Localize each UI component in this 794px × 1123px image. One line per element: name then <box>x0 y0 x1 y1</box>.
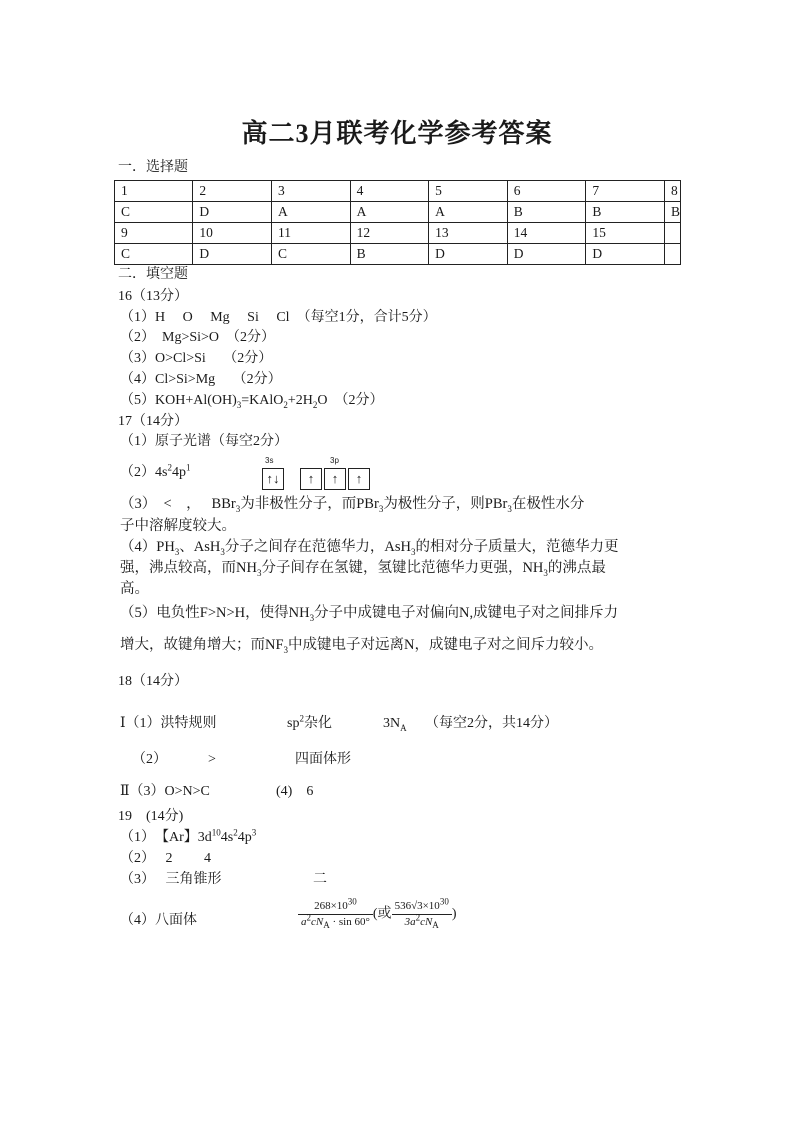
answer-table-cell: C <box>115 202 193 223</box>
q16-answer-1: （1）H O Mg Si Cl （每空1分，合计5分） <box>120 310 437 325</box>
q19-answer-3-shape: （3） 三角锥形 <box>120 872 222 887</box>
q17-answer-5-cont: 增大，故键角增大；而$NF_3$中成键电子对远离N，成键电子对之间斥力较小。 <box>120 637 604 655</box>
answer-table-cell: A <box>429 202 508 223</box>
answer-table-cell: D <box>193 202 272 223</box>
answer-table-cell: 1 <box>115 181 193 202</box>
q17-heading: 17（14分） <box>118 414 188 429</box>
answer-table <box>114 180 681 265</box>
answer-table-cell: D <box>429 244 508 265</box>
q18-answer-2-compare: > <box>208 752 216 767</box>
q17-answer-1: （1）原子光谱（每空2分） <box>120 434 288 449</box>
answer-table-cell: C <box>115 244 193 265</box>
answer-table-cell: 8 <box>664 181 680 202</box>
q17-answer-2: $(2)4s^24p^1$ <box>120 462 191 480</box>
section-heading-fill: 二．填空题 <box>118 267 188 282</box>
answer-table-row <box>115 244 681 265</box>
answer-table-cell: 14 <box>507 223 586 244</box>
q18-answer-4: (4) 6 <box>276 784 314 799</box>
q18-scoring-note: （每空2分，共14分） <box>425 716 558 731</box>
answer-table-cell: 13 <box>429 223 508 244</box>
answer-table-cell: B <box>350 244 429 265</box>
answer-table-row <box>115 202 681 223</box>
answer-table-cell: 4 <box>350 181 429 202</box>
q18-answer-1-hybrid: $sp^2$杂化 <box>287 713 332 731</box>
answer-table-row <box>115 181 681 202</box>
answer-table-cell: 11 <box>272 223 351 244</box>
q17-answer-5: （5）电负性F>N>H，使得$NH_3$分子中成键电子对偏向N,成键电子对之间排斥力 <box>120 605 619 623</box>
q19-heading: 19 (14分) <box>118 809 184 824</box>
q18-answer-1-label: Ⅰ（1）洪特规则 <box>120 716 217 731</box>
answer-table-cell: D <box>507 244 586 265</box>
orbital-box-3s: ↑↓ <box>262 468 284 490</box>
answer-table-row <box>115 223 681 244</box>
q17-answer-4-cont: 强，沸点较高，而$NH_3$分子间存在氢键，氢键比范德华力更强，$NH_3$的沸点最 <box>120 560 606 578</box>
answer-table-cell: 9 <box>115 223 193 244</box>
answer-table-cell: 5 <box>429 181 508 202</box>
q16-answer-2: （2） Mg>Si>O （2分） <box>120 330 276 345</box>
answer-table-cell: B <box>507 202 586 223</box>
answer-table-cell: A <box>350 202 429 223</box>
q18-answer-2-shape: 四面体形 <box>295 752 351 767</box>
formula-fraction-2: $\frac{536√3\times 10^{30}}{3a^2cN_A}$ <box>392 900 452 929</box>
orbital-label-3s: 3s <box>265 456 274 465</box>
q18-answer-2-label: （2） <box>132 752 167 767</box>
answer-table-cell <box>664 244 680 265</box>
q19-answer-2: （2） 2 4 <box>120 851 211 866</box>
orbital-box-3p-2: ↑ <box>324 468 346 490</box>
q16-heading: 16（13分） <box>118 289 188 304</box>
q17-answer-3: （3） < ， BBr$_3$为非极性分子，而PBr$_3$为极性分子，则PBr$_3$在极性水分 <box>120 496 585 514</box>
q17-answer-4-end: 高。 <box>120 581 149 597</box>
answer-table-cell: 7 <box>586 181 665 202</box>
density-formula: $\frac{268\times 10^{30}}{a^2cN_A \cdot \sin 60^\circ}$ (或 $\frac{536√3\times 10^{30}}{3a^2cN_A}$ ) <box>298 900 456 929</box>
orbital-box-3p-1: ↑ <box>300 468 322 490</box>
formula-fraction-1: $\frac{268\times 10^{30}}{a^2cN_A \cdot \sin 60^\circ}$ <box>298 900 373 929</box>
q16-answer-3: （3）O>Cl>Si （2分） <box>120 351 273 366</box>
answer-table-cell: 10 <box>193 223 272 244</box>
page-title: 高二3月联考化学参考答案 <box>241 119 553 148</box>
q17-answer-4: $(4)PH_3$、AsH$_3$分子之间存在范德华力，AsH$_3$的相对分子质量大，范德华力更 <box>120 539 619 557</box>
q16-answer-4: （4）Cl>Si>Mg （2分） <box>120 372 282 387</box>
answer-table-cell: B <box>664 202 680 223</box>
answer-table-cell: C <box>272 244 351 265</box>
answer-table-cell: A <box>272 202 351 223</box>
answer-table-cell: 12 <box>350 223 429 244</box>
answer-table-cell: 2 <box>193 181 272 202</box>
answer-table-cell: D <box>586 244 665 265</box>
answer-table-cell: 3 <box>272 181 351 202</box>
orbital-label-3p: 3p <box>330 456 339 465</box>
q18-answer-3: Ⅱ（3）O>N>C <box>120 784 210 799</box>
q18-heading: 18（14分） <box>118 674 188 689</box>
q19-answer-3-count: 二 <box>313 872 327 887</box>
q19-answer-4-label: （4）八面体 <box>120 913 197 928</box>
answer-table-cell <box>664 223 680 244</box>
q16-answer-5: $(5)KOH+Al(OH)_3=KAlO_2+2H_2O$ （2分） <box>120 393 384 410</box>
q17-answer-3-cont: 子中溶解度较大。 <box>120 518 236 534</box>
section-heading-choice: 一．选择题 <box>118 160 188 175</box>
answer-table-cell: 15 <box>586 223 665 244</box>
q19-answer-1: （1） 【Ar】$3d^{10}4s^24p^3$ <box>120 827 257 845</box>
answer-table-cell: B <box>586 202 665 223</box>
answer-table-cell: 6 <box>507 181 586 202</box>
q18-answer-1-count: $3N_A$ <box>383 716 407 733</box>
orbital-box-3p-3: ↑ <box>348 468 370 490</box>
answer-table-cell: D <box>193 244 272 265</box>
